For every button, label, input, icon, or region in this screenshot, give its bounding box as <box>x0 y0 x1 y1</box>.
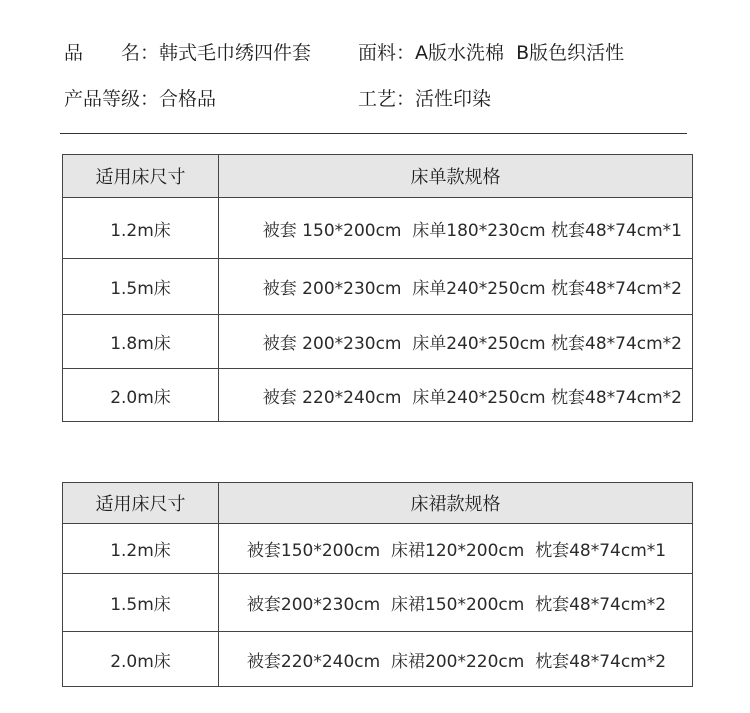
product-name-line <box>64 38 311 65</box>
table-row <box>63 523 692 573</box>
fabric-value: A版水洗棉 B版色织活性 <box>415 42 625 64</box>
craft-line <box>358 84 491 111</box>
divider <box>60 133 687 134</box>
craft-value: 活性印染 <box>415 88 492 110</box>
spec-cell: 被套200*230cm 床裙150*200cm 枕套48*74cm*2 <box>246 595 667 615</box>
size-cell: 1.2m床 <box>63 198 219 258</box>
table-row <box>63 368 692 421</box>
header-spec: 床裙款规格 <box>410 494 501 515</box>
size-cell: 1.2m床 <box>63 524 219 573</box>
size-cell: 1.5m床 <box>63 259 219 314</box>
header-spec: 床单款规格 <box>410 167 501 188</box>
sheet-spec-table <box>62 154 693 422</box>
table-row <box>63 631 692 686</box>
size-cell: 2.0m床 <box>63 632 219 686</box>
grade-label: 产品等级： <box>64 88 160 110</box>
table-header-row <box>63 483 692 523</box>
spec-cell: 被套 200*230cm 床单240*250cm 枕套48*74cm*2 <box>262 279 682 299</box>
table-row <box>63 314 692 368</box>
spec-cell: 被套 150*200cm 床单180*230cm 枕套48*74cm*1 <box>262 220 682 241</box>
spec-cell: 被套220*240cm 床裙200*220cm 枕套48*74cm*2 <box>246 651 667 672</box>
grade-line <box>64 84 216 111</box>
header-size: 适用床尺寸 <box>63 155 219 197</box>
spec-cell: 被套 220*240cm 床单240*250cm 枕套48*74cm*2 <box>262 387 682 408</box>
spec-cell: 被套 200*230cm 床单240*250cm 枕套48*74cm*2 <box>262 334 682 354</box>
header-size: 适用床尺寸 <box>63 483 219 523</box>
size-cell: 1.5m床 <box>63 574 219 631</box>
table-header-row <box>63 155 692 197</box>
table-row <box>63 258 692 314</box>
fabric-label: 面料： <box>358 42 416 64</box>
table-row <box>63 197 692 258</box>
size-cell: 2.0m床 <box>63 369 219 421</box>
spec-cell: 被套150*200cm 床裙120*200cm 枕套48*74cm*1 <box>246 541 667 561</box>
skirt-spec-table <box>62 482 693 687</box>
fabric-line <box>358 38 624 65</box>
product-name-label: 品 名： <box>64 42 160 64</box>
product-name-value: 韩式毛巾绣四件套 <box>159 42 312 64</box>
table-row <box>63 573 692 631</box>
grade-value: 合格品 <box>159 88 217 110</box>
size-cell: 1.8m床 <box>63 315 219 368</box>
craft-label: 工艺： <box>358 88 416 110</box>
